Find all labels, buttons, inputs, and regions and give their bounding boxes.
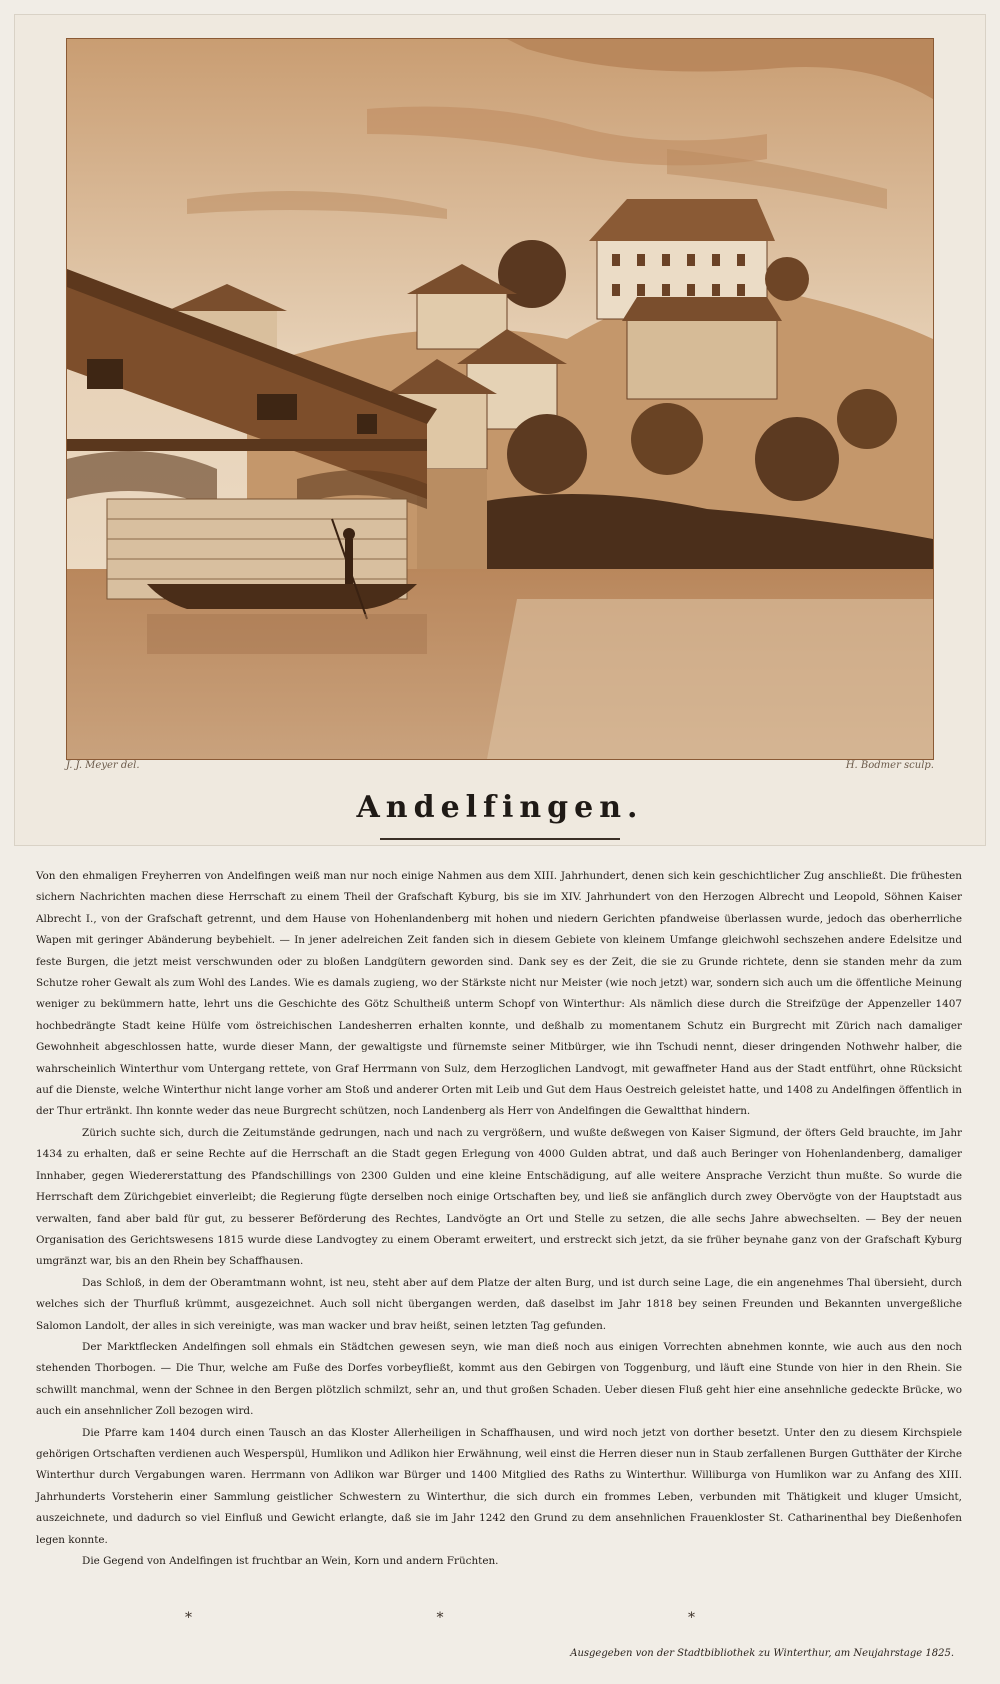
paragraph: Zürich suchte sich, durch die Zeitumstände gedrungen, nach und nach zu vergrößern, und wußte deßwegen von Kaiser Sigmund, der öfters Geld brauchte, im Jahr 1434 zu erhalten, daß er seine Rechte auf die Herrschaft an die Stadt gegen Erlegung von 4000 Gulden abtrat, und daß auch Beringer von Hohenlandenberg, damaliger Innhaber, gegen Wiedererstattung des Pfandschillings von 2300 Gulden und eine kleine Entschädigung, auf alle weitere Ansprache Verzicht thun mußte. So wurde die Herrschaft dem Zürichgebiet einverleibt; die Regierung fügte derselben noch einige Ortschaften bey, und ließ sie anfänglich durch zwey Obervögte von der Hauptstadt aus verwalten, fand aber bald für gut, zu besserer Beförderung des Rechtes, Landvögte an Ort und Stelle zu setzen, die alle sechs Jahre abwechselten. — Bey der neuen Organisation des Gerichtswesens 1815 wurde diese Landvogtey zu einem Oberamt erweitert, und erstreckt sich jetzt, da sie früher beynahe ganz von der Grafschaft Kyburg umgränzt war, bis an den Rhein bey Schaffhausen. <box>36 1126 962 1268</box>
engraver-credit: H. Bodmer sculp. <box>845 760 934 771</box>
artist-credit: J. J. Meyer del. <box>66 760 140 771</box>
paragraph: Die Pfarre kam 1404 durch einen Tausch an das Kloster Allerheiligen in Schaffhausen, und wird noch jetzt von dorther besetzt. Unter den zu diesem Kirchspiele gehörigen Ortschaften verdienen auch Wesperspül, Humlikon und Adlikon hier Erwähnung, weil einst die Herren dieser nun in Staub zerfallenen Burgen Gutthäter der Kirche Winterthur durch Vergabungen waren. Herrmann von Adlikon war Bürger und 1400 Mitglied des Raths zu Winterthur. Williburga von Humlikon war zu Anfang des XIII. Jahrhunderts Vorsteherin einer Sammlung geistlicher Schwestern zu Winterthur, die sich durch ein frommes Leben, verbunden mit Thätigkeit und kluger Umsicht, auszeichnete, und dadurch so viel Einfluß und Gewicht erlangte, daß sie im Jahr 1242 den Grund zu dem ansehnlichen Frauenkloster St. Catharinenthal bey Dießenhofen legen konnte. <box>36 1426 962 1546</box>
paragraph: Das Schloß, in dem der Oberamtmann wohnt, ist neu, steht aber auf dem Platze der alten Burg, und ist durch seine Lage, die ein angenehmes Thal übersieht, durch welches sich der Thurfluß krümmt, ausgezeichnet. Auch soll nicht übergangen werden, daß daselbst im Jahr 1818 bey seinen Freunden und Bekannten unvergeßliche Salomon Landolt, der alles in sich vereinigte, was man wacker und brav heißt, seinen letzten Tag gefunden. <box>36 1276 962 1332</box>
ornament-stars: * * * <box>185 1610 815 1626</box>
imprint: Ausgegeben von der Stadtbibliothek zu Winterthur, am Neujahrstage 1825. <box>570 1648 954 1659</box>
page-title: Andelfingen. <box>356 790 644 825</box>
title-rule <box>380 838 620 840</box>
paragraph: Die Gegend von Andelfingen ist fruchtbar an Wein, Korn und andern Früchten. <box>82 1555 499 1567</box>
engraving-image <box>66 38 934 760</box>
paragraph: Von den ehmaligen Freyherren von Andelfingen weiß man nur noch einige Nahmen aus dem XIII. Jahrhundert, denen sich kein geschichtlicher Zug anschließt. Die frühesten sichern Nachrichten machen diese Herrschaft zu einem Theil der Grafschaft Kyburg, bis sie im XIV. Jahrhundert von den Herzogen Albrecht und Leopold, Söhnen Kaiser Albrecht I., von der Grafschaft getrennt, und dem Hause von Hohenlandenberg mit hohen und niedern Gerichten pfandweise überlassen wurde, jedoch das oberherrliche Wapen mit geringer Abänderung beybehielt. — In jener adelreichen Zeit fanden sich in diesem Gebiete von kleinem Umfange gleichwohl sechszehen andere Edelsitze und feste Burgen, die jetzt meist verschwunden oder zu bloßen Landgütern geworden sind. Dank sey es der Zeit, die sie zu Grunde richtete, denn sie standen mehr da zum Schutze roher Gewalt als zum Wohl des Landes. Wie es damals zugieng, wo der Stärkste nicht nur Meister (wie noch jetzt) war, sondern sich auch um die öffentliche Meinung weniger zu bekümmern hatte, lehrt uns die Geschichte des Götz Schultheiß unterm Schopf von Winterthur: Als nämlich diese durch die Streifzüge der Appenzeller 1407 hochbedrängte Stadt keine Hülfe vom östreichischen Landesherren erhalten konnte, und deßhalb zu momentanem Schutz ein Burgrecht mit Zürich nach damaliger Gewohnheit abgeschlossen hatte, wurde dieser Mann, der gewaltigste und fürnemste seiner Mitbürger, wie ihn Tschudi nennt, dieser dringenden Nothwehr halber, die wahrscheinlich Winterthur vom Untergang rettete, von Graf Herrmann von Sulz, dem Herzoglichen Landvogt, mit gewaffneter Hand aus der Stadt entführt, ohne Rücksicht auf die Dienste, welche Winterthur nicht lange vorher am Stoß und anderer Orten mit Leib und Gut dem Haus Oestreich geleistet hatte, und 1408 zu Andelfingen öffentlich in der Thur ertränkt. Ihn konnte weder das neue Burgrecht schützen, noch Landenberg als Herr von Andelfingen die Gewaltthat hindern. <box>36 870 962 1118</box>
body-text <box>36 866 962 1572</box>
paragraph: Der Marktflecken Andelfingen soll ehmals ein Städtchen gewesen seyn, wie man dieß noch aus einigen Vorrechten abnehmen konnte, wie auch aus den noch stehenden Thorbogen. — Die Thur, welche am Fuße des Dorfes vorbeyfließt, kommt aus den Gebirgen von Toggenburg, und läuft eine Stunde von hier in den Rhein. Sie schwillt manchmal, wenn der Schnee in den Bergen plötzlich schmilzt, sehr an, und thut großen Schaden. Ueber diesen Fluß geht hier eine ansehnliche gedeckte Brücke, wo auch ein ansehnlicher Zoll bezogen wird. <box>36 1340 962 1418</box>
